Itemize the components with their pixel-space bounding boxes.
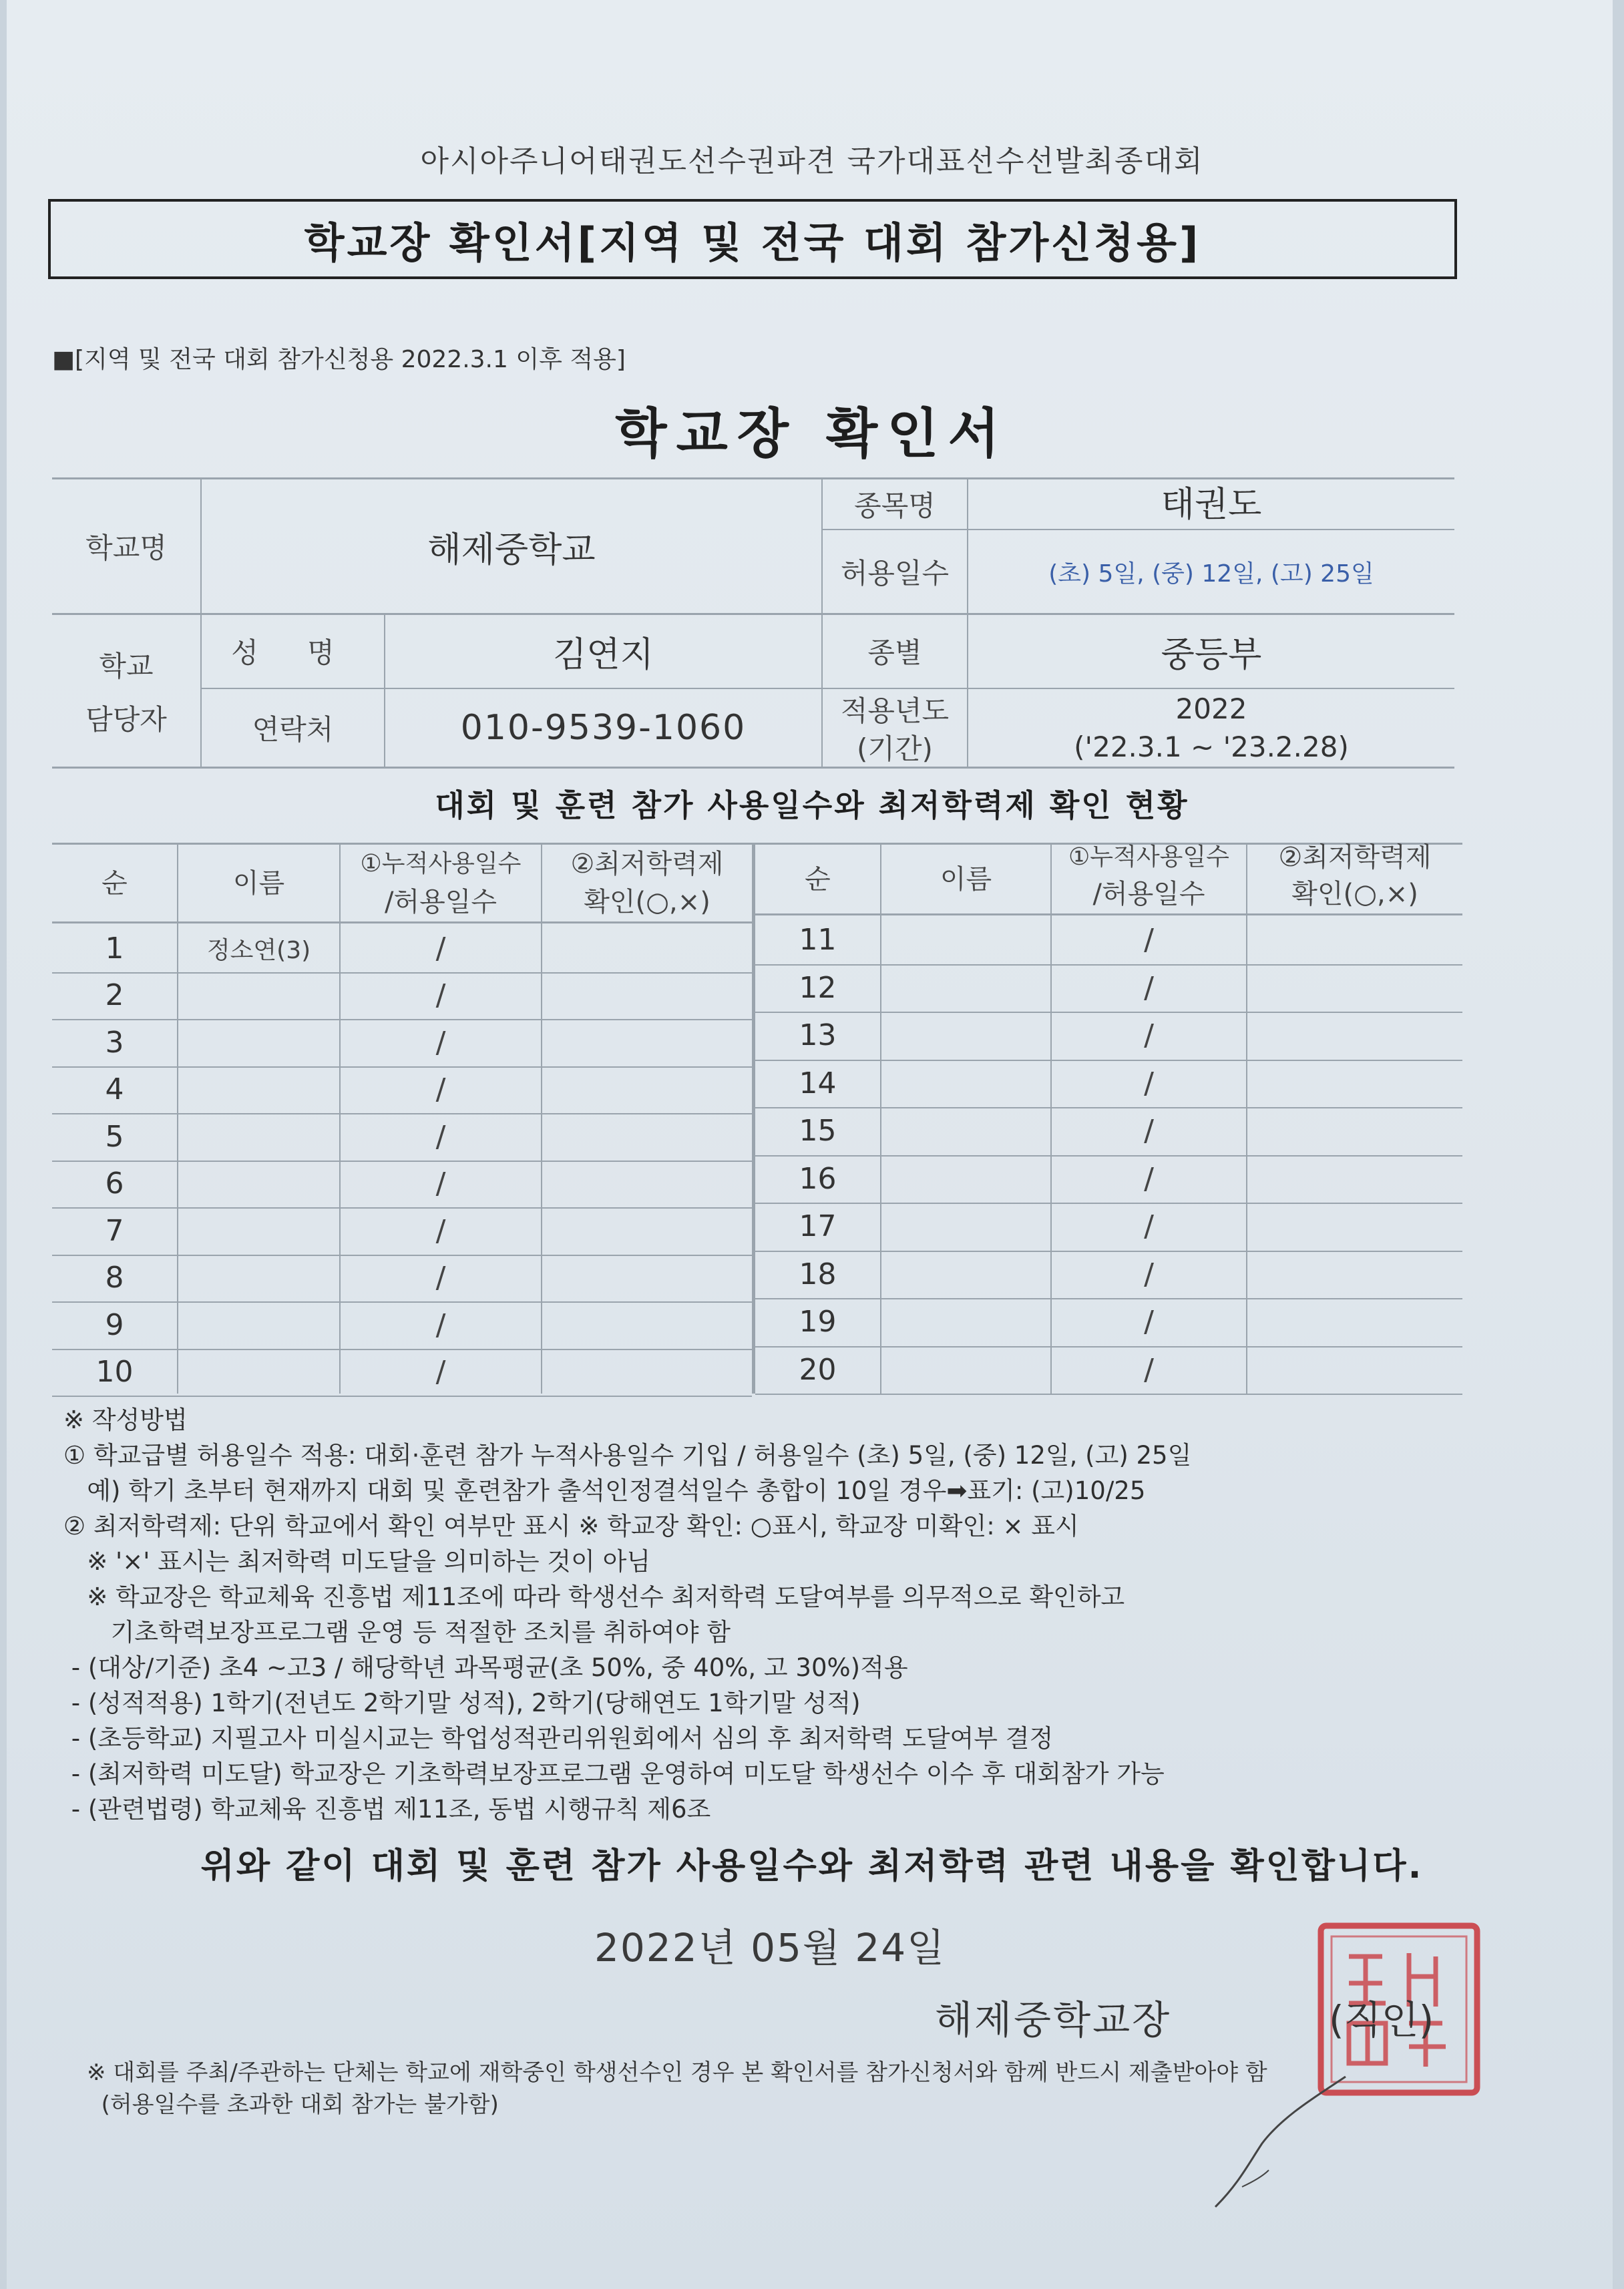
instruction-line: ※ 학교장은 학교체육 진흥법 제11조에 따라 학생선수 최저학력 도달여부를 의무적으로 확인하고 — [63, 1583, 1125, 1611]
row-days-slash: / — [1144, 1114, 1154, 1149]
roster-col-num-right: 순 — [805, 863, 831, 895]
row-check-cell — [1247, 1346, 1462, 1394]
row-name — [881, 916, 1050, 964]
row-number: 19 — [799, 1305, 837, 1339]
main-title: 학교장 확인서 — [615, 403, 1009, 465]
row-days-slash: / — [435, 1025, 446, 1060]
row-name: 정소연(3) — [206, 936, 311, 964]
row-check-cell — [1247, 1203, 1462, 1251]
row-days-slash: / — [1144, 1018, 1154, 1053]
row-number: 12 — [799, 970, 837, 1005]
staff-name-label: 성 명 — [231, 636, 355, 669]
row-days-slash: / — [435, 1072, 446, 1107]
row-check-cell — [1247, 1060, 1462, 1108]
row-name — [881, 1346, 1050, 1394]
row-number: 11 — [799, 923, 837, 958]
row-name — [881, 1060, 1050, 1108]
row-number: 18 — [799, 1257, 837, 1291]
row-days-slash: / — [435, 978, 446, 1013]
confirmation-statement: 위와 같이 대회 및 훈련 참가 사용일수와 최저학력 관련 내용을 확인합니다. — [200, 1846, 1424, 1886]
row-check-cell — [542, 925, 752, 972]
row-number: 14 — [799, 1066, 837, 1100]
roster-col-check-right-1: ②최저학력제 — [1278, 842, 1432, 873]
row-number: 16 — [799, 1161, 837, 1196]
instruction-line: - (최저학력 미도달) 학교장은 기초학력보장프로그램 운영하여 미도달 학생선수 이수 후 대회참가 가능 — [63, 1759, 1165, 1788]
principal-title: 해제중학교장 — [935, 1997, 1172, 2043]
row-check-cell — [542, 1207, 752, 1255]
row-check-cell — [1247, 1155, 1462, 1203]
row-name — [881, 1251, 1050, 1299]
applicability-note: ■[지역 및 전국 대회 참가신청용 2022.3.1 이후 적용] — [52, 346, 626, 373]
row-name — [178, 972, 339, 1020]
period-value: ('22.3.1 ~ '23.2.28) — [1074, 730, 1349, 763]
row-number: 7 — [105, 1213, 124, 1248]
instruction-line: - (성적적용) 1학기(전년도 2학기말 성적), 2학기(당해연도 1학기말 성적) — [63, 1689, 861, 1717]
school-name-label: 학교명 — [85, 532, 167, 564]
row-name — [178, 1066, 339, 1114]
row-days-slash: / — [1144, 970, 1154, 1005]
row-days-slash: / — [435, 1119, 446, 1154]
row-days-slash: / — [435, 1307, 446, 1342]
roster-col-check-left-2: 확인(○,×) — [584, 887, 710, 917]
row-number: 2 — [105, 978, 124, 1013]
sport-label: 종목명 — [854, 489, 936, 522]
row-days-slash: / — [1144, 1066, 1154, 1100]
roster-col-check-left-1: ②최저학력제 — [570, 849, 724, 879]
contact-value: 010-9539-1060 — [460, 708, 747, 748]
row-days-slash: / — [435, 1261, 446, 1295]
row-number: 6 — [105, 1167, 124, 1201]
row-name — [178, 1255, 339, 1302]
row-name — [178, 1349, 339, 1396]
row-name — [881, 1107, 1050, 1155]
staff-label-line2: 담당자 — [85, 703, 167, 736]
row-check-cell — [1247, 1012, 1462, 1060]
category-label: 종별 — [867, 636, 922, 669]
row-days-slash: / — [1144, 1305, 1154, 1339]
row-name — [881, 1298, 1050, 1346]
instruction-line: ※ '×' 표시는 최저학력 미도달을 의미하는 것이 아님 — [63, 1547, 651, 1576]
staff-label-line1: 학교 — [99, 650, 154, 682]
row-number: 3 — [105, 1025, 124, 1060]
row-name — [178, 1161, 339, 1208]
row-days-slash: / — [1144, 1352, 1154, 1387]
instruction-line: 예) 학기 초부터 현재까지 대회 및 훈련참가 출석인정결석일수 총합이 10일 경우➡표기: (고)10/25 — [63, 1476, 1146, 1505]
row-divider — [52, 1396, 752, 1397]
row-number: 4 — [105, 1072, 124, 1107]
roster-col-name-left: 이름 — [232, 867, 285, 899]
row-number: 15 — [799, 1114, 837, 1149]
row-days-slash: / — [1144, 1161, 1154, 1196]
row-number: 8 — [105, 1261, 124, 1295]
row-name — [881, 1012, 1050, 1060]
roster-col-name-right: 이름 — [940, 863, 992, 895]
row-check-cell — [542, 1349, 752, 1396]
instruction-line: - (대상/기준) 초4 ~고3 / 해당학년 과목평균(초 50%, 중 40%, 고 30%)적용 — [63, 1653, 908, 1682]
competition-title: 아시아주니어태권도선수권파견 국가대표선수선발최종대회 — [420, 144, 1204, 178]
school-name-value: 해제중학교 — [427, 530, 596, 570]
row-name — [178, 1301, 339, 1349]
row-days-slash: / — [435, 1355, 446, 1390]
year-label-line2: (기간) — [857, 733, 933, 765]
row-check-cell — [542, 1019, 752, 1066]
row-number: 10 — [95, 1355, 134, 1390]
row-name — [178, 1019, 339, 1066]
row-name — [881, 1155, 1050, 1203]
instruction-line: 기초학력보장프로그램 운영 등 적절한 조치를 취하여야 함 — [63, 1618, 731, 1647]
row-check-cell — [542, 972, 752, 1020]
allowed-days-value: (초) 5일, (중) 12일, (고) 25일 — [1048, 560, 1374, 588]
row-check-cell — [542, 1161, 752, 1208]
row-check-cell — [542, 1066, 752, 1114]
year-label-line1: 적용년도 — [840, 694, 950, 727]
row-name — [178, 1207, 339, 1255]
roster-col-days-right-2: /허용일수 — [1092, 879, 1205, 909]
instruction-line: - (초등학교) 지필고사 미실시교는 학업성적관리위원회에서 심의 후 최저학력 도달여부 결정 — [63, 1724, 1054, 1753]
year-value: 2022 — [1175, 692, 1247, 725]
issue-date: 2022년 05월 24일 — [594, 1925, 946, 1970]
writing-instructions — [63, 1402, 1499, 1827]
row-name — [178, 1113, 339, 1161]
roster-col-check-right-2: 확인(○,×) — [1291, 879, 1418, 909]
instruction-line: ※ 작성방법 — [63, 1406, 188, 1434]
roster-col-days-left-1: ①누적사용일수 — [360, 849, 522, 877]
row-number: 13 — [799, 1018, 837, 1053]
row-name — [881, 964, 1050, 1012]
row-check-cell — [1247, 1298, 1462, 1346]
footer-note — [87, 2057, 1522, 2121]
row-days-slash: / — [435, 931, 446, 966]
row-number: 17 — [799, 1209, 837, 1244]
roster-col-days-right-1: ①누적사용일수 — [1068, 843, 1229, 871]
instruction-line: ① 학교급별 허용일수 적용: 대회·훈련 참가 누적사용일수 기입 / 허용일수 (초) 5일, (중) 12일, (고) 25일 — [63, 1441, 1192, 1470]
boxed-document-title: 학교장 확인서[지역 및 전국 대회 참가신청용] — [48, 199, 1457, 279]
sport-value: 태권도 — [1161, 484, 1262, 525]
row-number: 1 — [105, 931, 124, 966]
row-number: 9 — [105, 1307, 124, 1342]
row-days-slash: / — [435, 1213, 446, 1248]
row-check-cell — [1247, 1107, 1462, 1155]
row-days-slash: / — [435, 1167, 446, 1201]
row-name — [881, 1203, 1050, 1251]
row-check-cell — [542, 1113, 752, 1161]
row-days-slash: / — [1144, 923, 1154, 958]
row-number: 20 — [799, 1352, 837, 1387]
instruction-line: ② 최저학력제: 단위 학교에서 확인 여부만 표시 ※ 학교장 확인: ○표시, 학교장 미확인: × 표시 — [63, 1512, 1079, 1540]
roster-col-days-left-2: /허용일수 — [384, 887, 497, 917]
row-check-cell — [542, 1255, 752, 1302]
row-days-slash: / — [1144, 1257, 1154, 1291]
row-number: 5 — [105, 1119, 124, 1154]
row-check-cell — [542, 1301, 752, 1349]
row-days-slash: / — [1144, 1209, 1154, 1244]
category-value: 중등부 — [1161, 634, 1262, 675]
instruction-line: - (관련법령) 학교체육 진흥법 제11조, 동법 시행규칙 제6조 — [63, 1795, 711, 1824]
contact-label: 연락처 — [252, 713, 334, 746]
row-check-cell — [1247, 916, 1462, 964]
roster-section-title: 대회 및 훈련 참가 사용일수와 최저학력제 확인 현황 — [435, 787, 1189, 823]
footer-line: ※ 대회를 주최/주관하는 단체는 학교에 재학중인 학생선수인 경우 본 확인서를 참가신청서와 함께 반드시 제출받아야 함 — [87, 2059, 1267, 2086]
row-check-cell — [1247, 1251, 1462, 1299]
row-divider — [755, 1394, 1462, 1395]
row-check-cell — [1247, 964, 1462, 1012]
staff-name-value: 김연지 — [553, 634, 654, 675]
seal-label: (직인) — [1329, 1997, 1434, 2043]
roster-col-num-left: 순 — [102, 867, 128, 899]
footer-line: (허용일수를 초과한 대회 참가는 불가함) — [87, 2091, 499, 2118]
allowed-days-label: 허용일수 — [840, 557, 950, 590]
